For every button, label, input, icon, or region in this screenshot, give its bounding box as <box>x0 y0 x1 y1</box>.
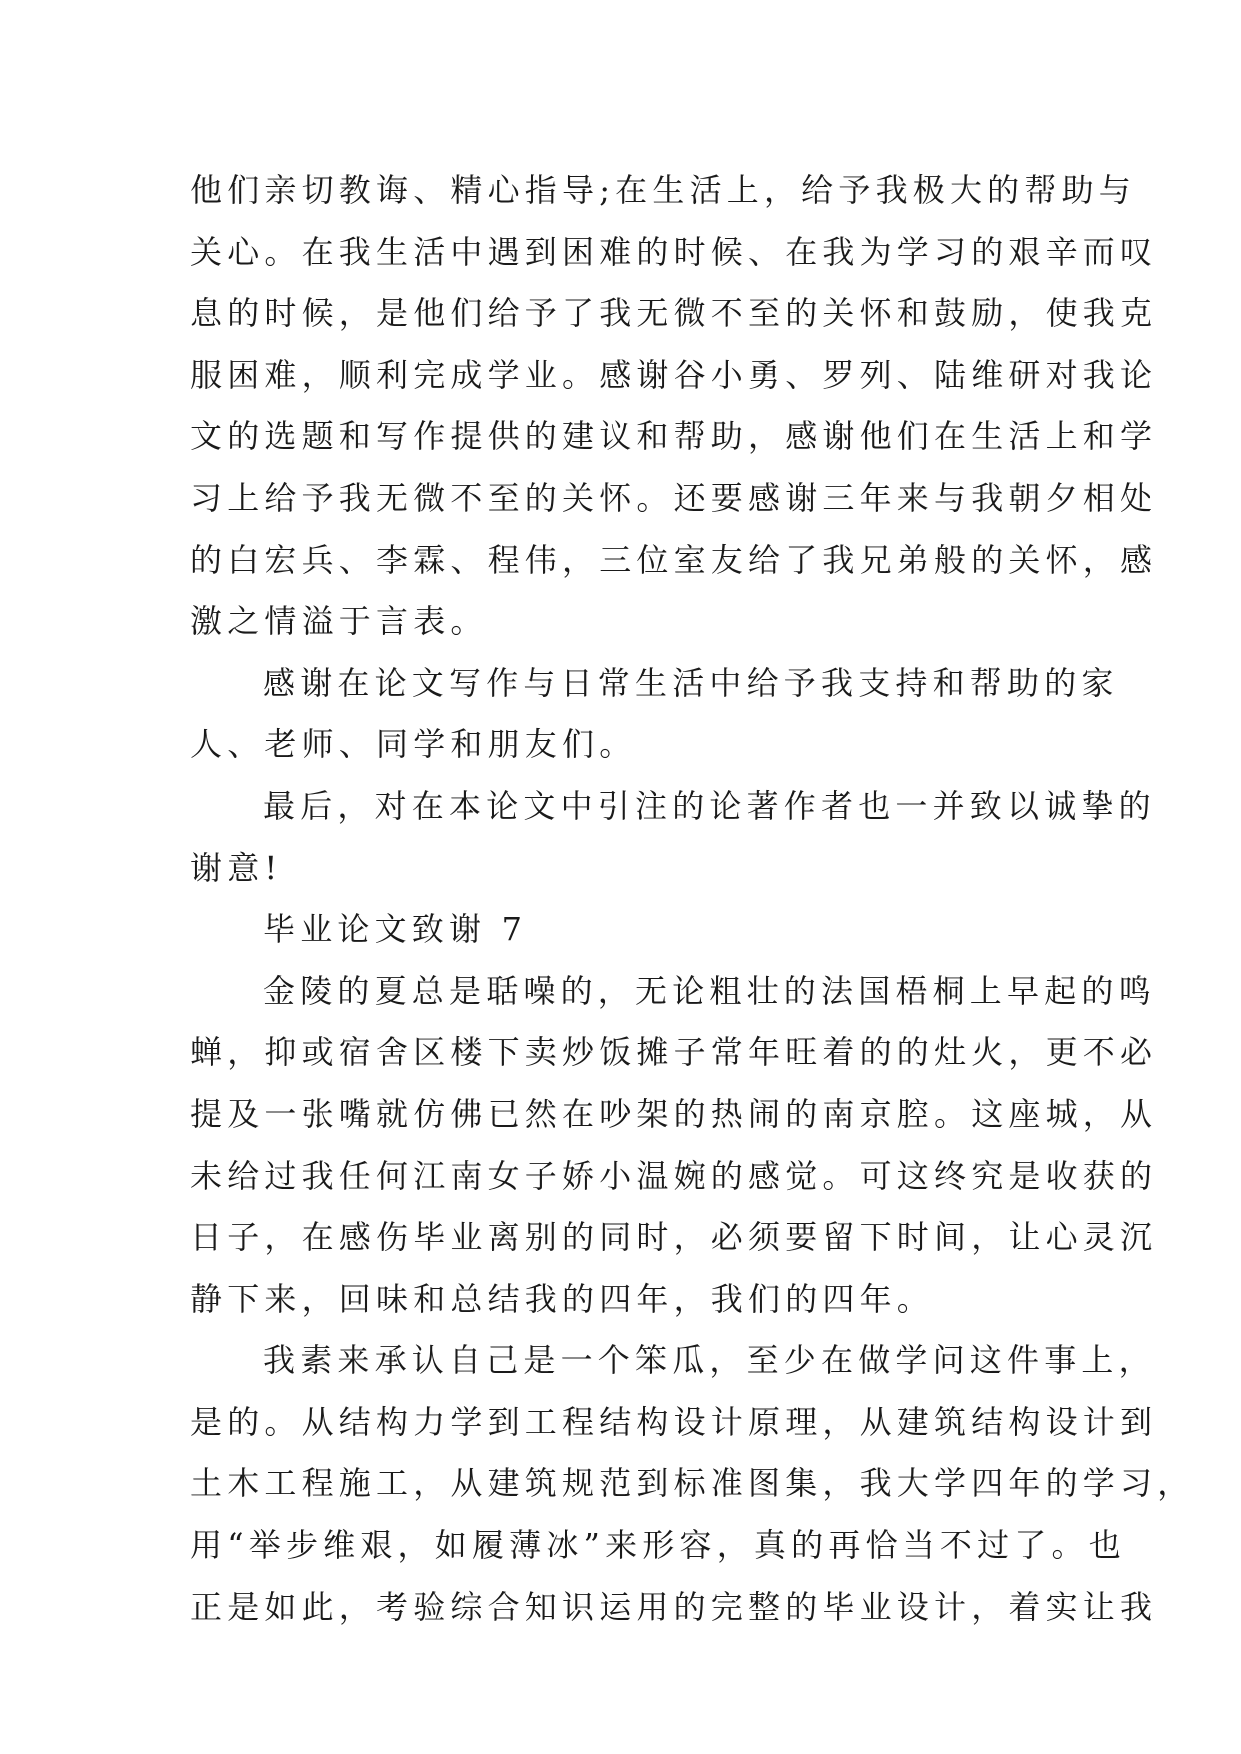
text-line: 服困难，顺利完成学业。感谢谷小勇、罗列、陆维研对我论 <box>190 355 1158 394</box>
body-text <box>190 160 1195 1638</box>
text-line: 日子，在感伤毕业离别的同时，必须要留下时间，让心灵沉 <box>190 1218 1158 1257</box>
text-line: 感谢在论文写作与日常生活中给予我支持和帮助的家 <box>263 663 1119 702</box>
text-line: 毕业论文致谢 7 <box>263 910 528 949</box>
text-line: 蝉，抑或宿舍区楼下卖炒饭摊子常年旺着的的灶火，更不必 <box>190 1033 1158 1072</box>
text-line: 用“举步维艰，如履薄冰”来形容，真的再恰当不过了。也 <box>190 1526 1126 1565</box>
text-line: 土木工程施工，从建筑规范到标准图集，我大学四年的学习， <box>190 1464 1195 1503</box>
text-line: 文的选题和写作提供的建议和帮助，感谢他们在生活上和学 <box>190 417 1158 456</box>
text-line: 金陵的夏总是聒噪的，无论粗壮的法国梧桐上早起的鸣 <box>263 971 1156 1010</box>
text-line: 正是如此，考验综合知识运用的完整的毕业设计，着实让我 <box>190 1587 1158 1626</box>
text-line: 最后，对在本论文中引注的论著作者也一并致以诚挚的 <box>263 786 1156 825</box>
text-line: 关心。在我生活中遇到困难的时候、在我为学习的艰辛而叹 <box>190 232 1158 271</box>
text-line: 他们亲切教诲、精心指导;在生活上，给予我极大的帮助与 <box>190 171 1136 209</box>
text-line: 未给过我任何江南女子娇小温婉的感觉。可这终究是收获的 <box>190 1156 1158 1195</box>
text-line: 的白宏兵、李霖、程伟，三位室友给了我兄弟般的关怀，感 <box>190 540 1158 579</box>
text-line: 息的时候，是他们给予了我无微不至的关怀和鼓励，使我克 <box>190 294 1158 333</box>
text-line: 是的。从结构力学到工程结构设计原理，从建筑结构设计到 <box>190 1402 1158 1441</box>
text-line: 静下来，回味和总结我的四年，我们的四年。 <box>190 1279 935 1318</box>
text-line: 提及一张嘴就仿佛已然在吵架的热闹的南京腔。这座城，从 <box>190 1094 1158 1133</box>
text-line: 谢意! <box>190 848 283 887</box>
text-line: 我素来承认自己是一个笨瓜，至少在做学问这件事上， <box>263 1341 1156 1380</box>
text-line: 激之情溢于言表。 <box>190 602 488 641</box>
text-line: 人、老师、同学和朋友们。 <box>190 725 637 764</box>
text-line: 习上给予我无微不至的关怀。还要感谢三年来与我朝夕相处 <box>190 478 1158 517</box>
